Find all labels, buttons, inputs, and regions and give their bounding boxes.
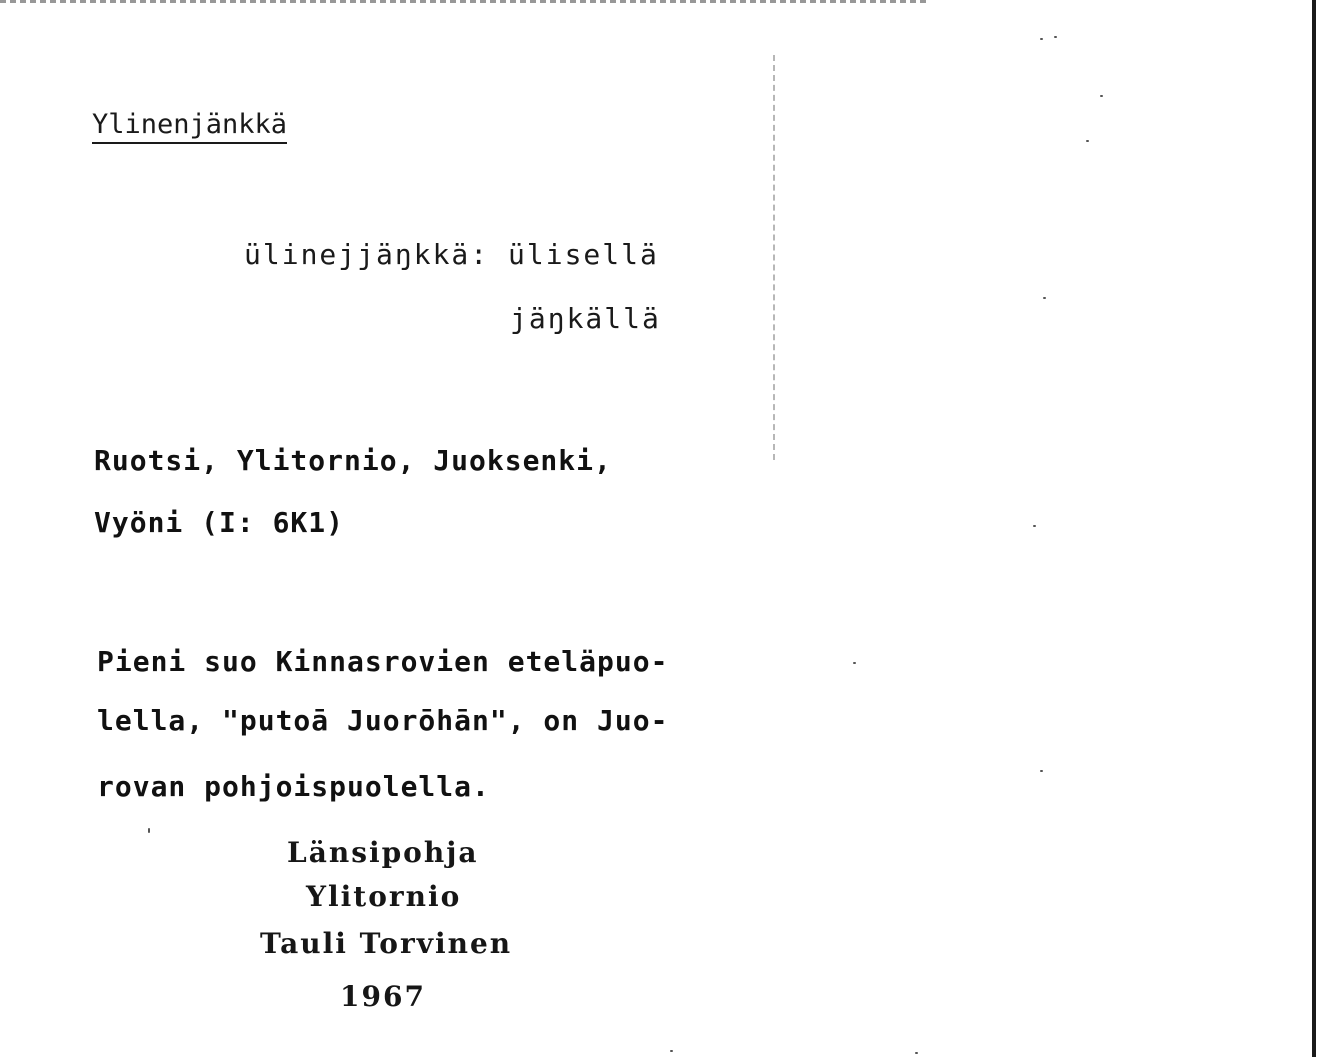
dust-speck — [1043, 297, 1046, 299]
location-line-2: Vyöni (I: 6K1) — [94, 506, 345, 539]
dust-speck — [1040, 770, 1043, 772]
dust-speck — [1054, 36, 1057, 38]
dust-speck — [853, 662, 856, 664]
stamp-year: 1967 — [340, 980, 426, 1013]
dust-speck — [1033, 525, 1036, 527]
dialect-form-line-2: jäŋkällä — [510, 302, 661, 335]
description-line-3: rovan pohjoispuolella. — [97, 770, 490, 803]
fold-line — [773, 55, 775, 460]
dust-speck — [1086, 140, 1089, 142]
card-title: Ylinenjänkkä — [92, 108, 287, 144]
stamp-parish: Ylitornio — [306, 880, 462, 913]
stamp-collector: Tauli Torvinen — [260, 927, 513, 960]
card-right-edge — [1312, 0, 1316, 1057]
dust-speck — [1040, 38, 1043, 40]
location-line-1: Ruotsi, Ylitornio, Juoksenki, — [94, 444, 612, 477]
dialect-form-line-1: ülinejjäŋkkä: ülisellä — [244, 238, 659, 271]
dust-speck — [1100, 95, 1103, 97]
dust-speck — [148, 828, 150, 833]
dust-speck — [915, 1052, 918, 1054]
description-line-1: Pieni suo Kinnasrovien eteläpuo- — [97, 645, 669, 678]
stamp-region: Länsipohja — [287, 836, 479, 869]
dust-speck — [670, 1050, 673, 1052]
card-top-edge — [0, 0, 930, 3]
description-line-2: lella, "putoā Juorōhān", on Juo- — [97, 704, 669, 737]
